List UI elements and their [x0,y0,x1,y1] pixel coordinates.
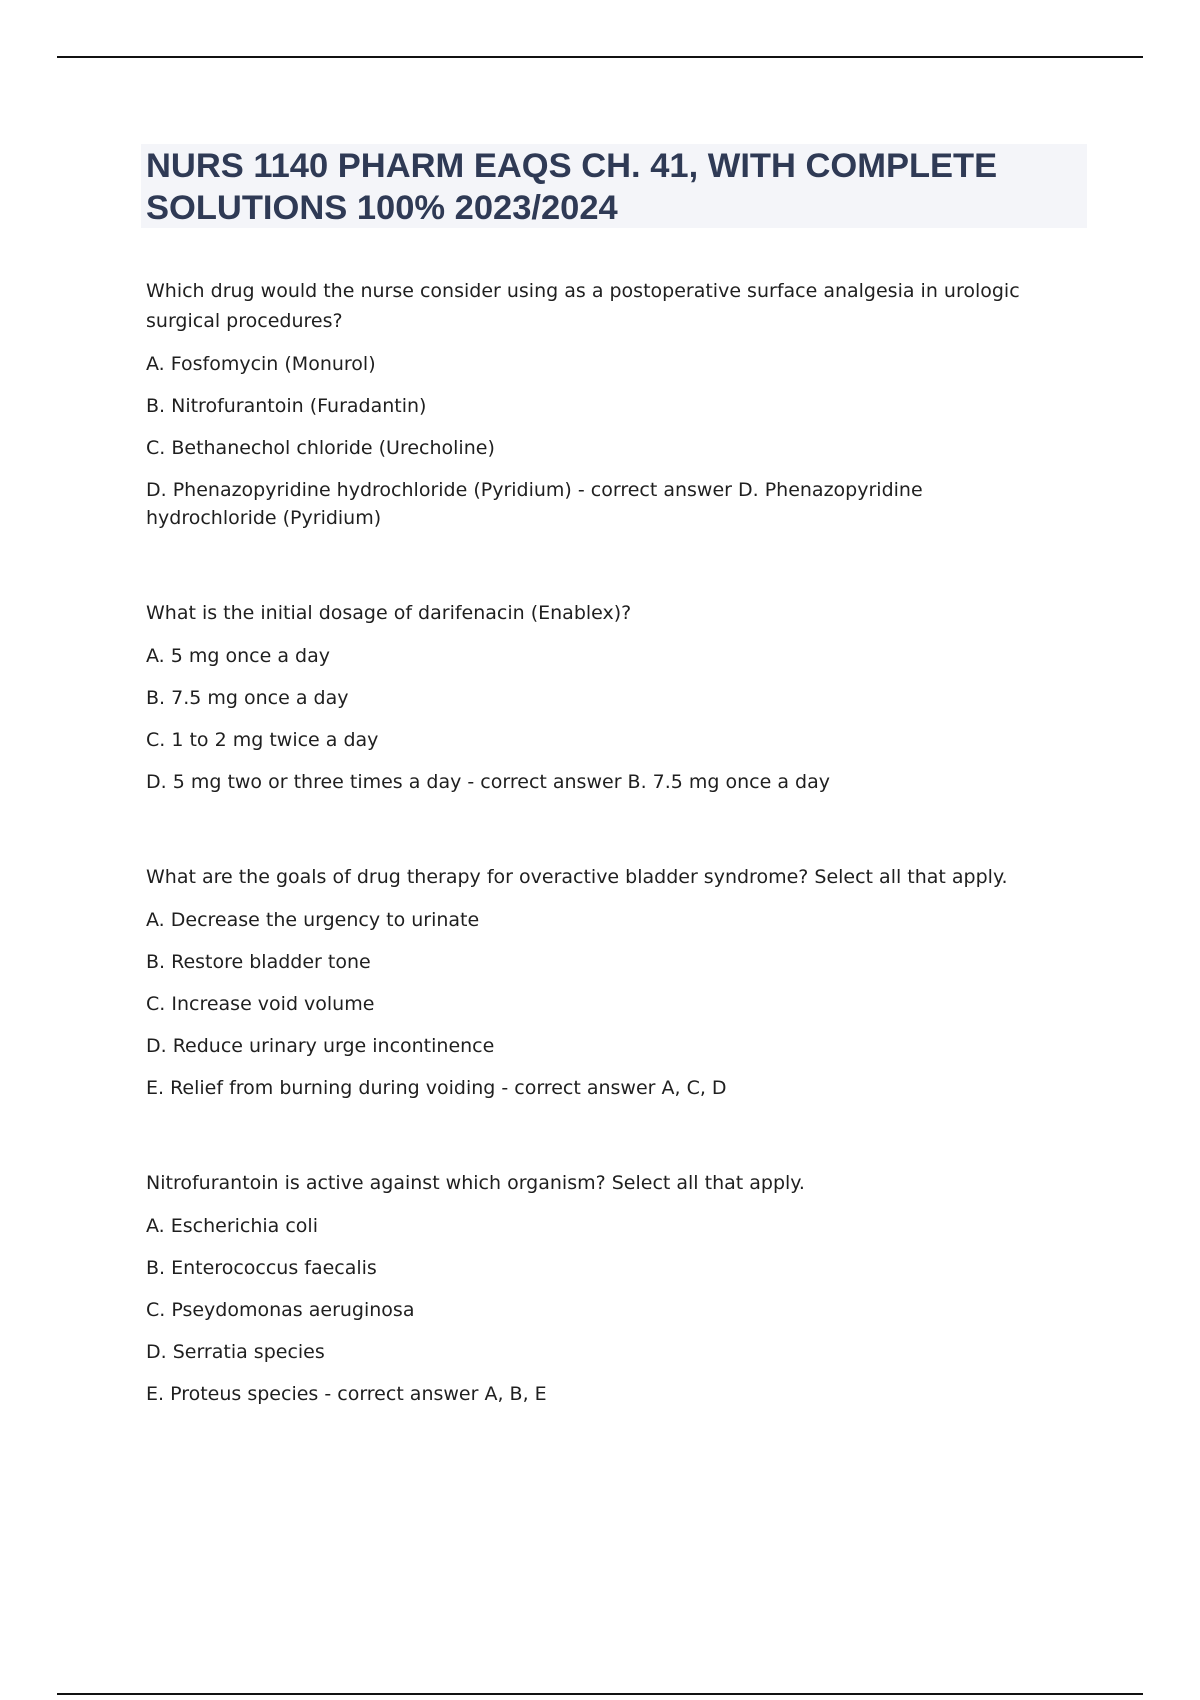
header-rule [57,56,1143,58]
question-4 [146,1168,1051,1408]
option-e-with-answer: E. Relief from burning during voiding - correct answer A, C, D [146,1077,727,1099]
option-b: B. Enterococcus faecalis [146,1257,377,1279]
option-b: B. Restore bladder tone [146,951,371,973]
option-d: D. Reduce urinary urge incontinence [146,1035,495,1057]
option-c: C. Bethanechol chloride (Urecholine) [146,437,495,459]
question-text: What are the goals of drug therapy for overactive bladder syndrome? Select all that apply. [146,866,1008,888]
option-a: A. Decrease the urgency to urinate [146,909,480,931]
option-d-with-answer: D. Phenazopyridine hydrochloride (Pyridium) - correct answer D. Phenazopyridine hydrochloride (Pyridium) [146,479,923,529]
option-e-with-answer: E. Proteus species - correct answer A, B, E [146,1383,547,1405]
option-b: B. Nitrofurantoin (Furadantin) [146,395,427,417]
question-text: What is the initial dosage of darifenacin (Enablex)? [146,602,632,624]
option-b: B. 7.5 mg once a day [146,687,349,709]
option-list [146,350,1051,532]
option-list [146,642,1051,796]
option-d: D. Serratia species [146,1341,325,1363]
option-c: C. Pseydomonas aeruginosa [146,1299,415,1321]
option-list [146,1212,1051,1408]
document-title: NURS 1140 PHARM EAQS CH. 41, WITH COMPLETE SOLUTIONS 100% 2023/2024 [146,147,998,227]
option-list [146,906,1051,1102]
question-list [146,276,1051,1436]
option-a: A. 5 mg once a day [146,645,330,667]
option-c: C. Increase void volume [146,993,375,1015]
question-1 [146,276,1051,532]
option-d-with-answer: D. 5 mg two or three times a day - correct answer B. 7.5 mg once a day [146,771,830,793]
option-a: A. Escherichia coli [146,1215,318,1237]
option-a: A. Fosfomycin (Monurol) [146,353,376,375]
option-c: C. 1 to 2 mg twice a day [146,729,379,751]
question-3 [146,862,1051,1102]
question-2 [146,598,1051,796]
question-text: Which drug would the nurse consider using as a postoperative surface analgesia in urologic surgical procedures? [146,280,1020,332]
question-text: Nitrofurantoin is active against which organism? Select all that apply. [146,1172,805,1194]
footer-rule [57,1693,1143,1695]
